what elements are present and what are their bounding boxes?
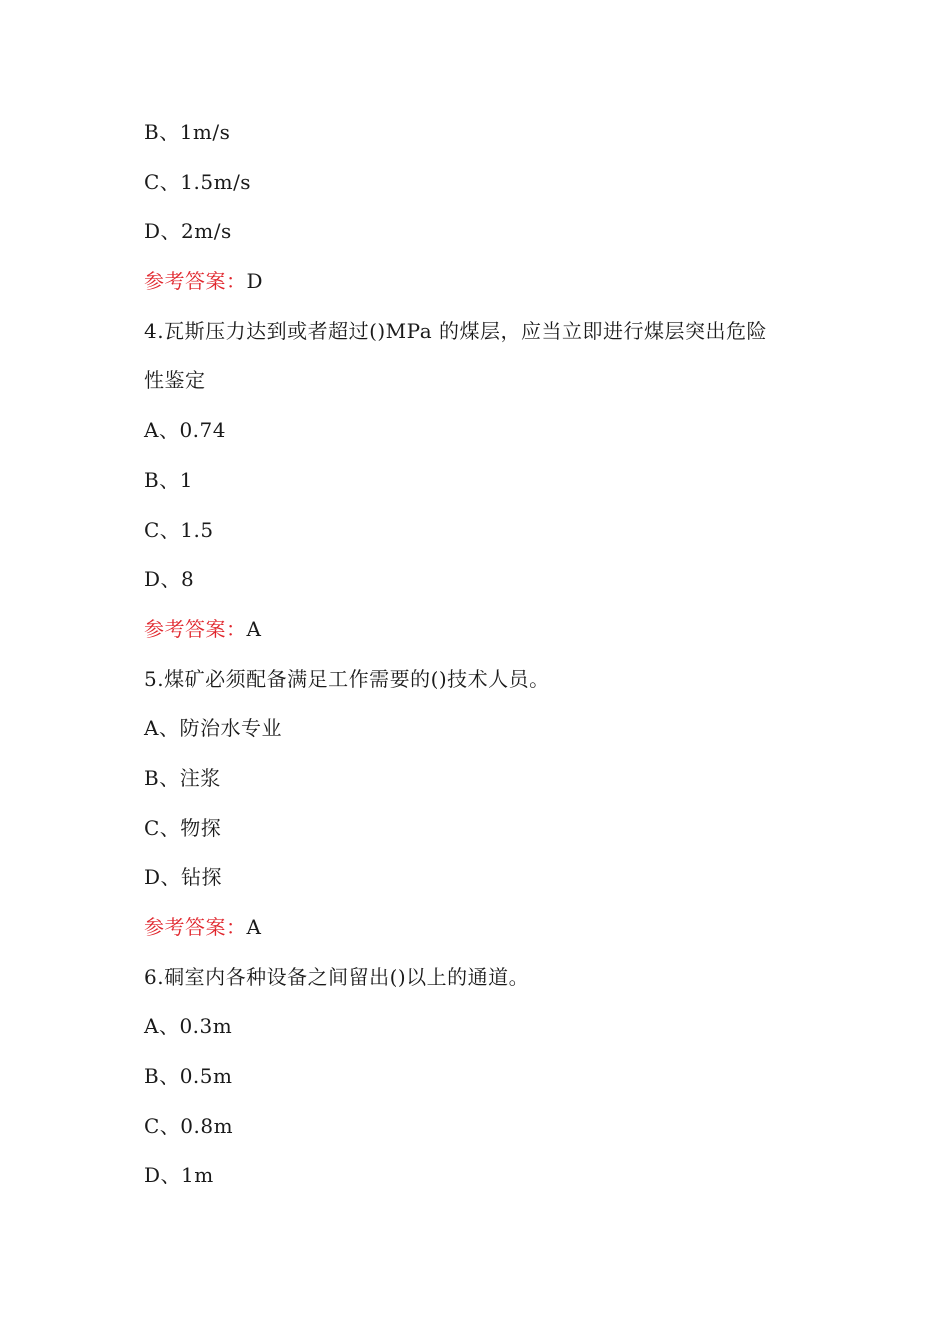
document-body bbox=[144, 108, 824, 1201]
option-a: A、防治水专业 bbox=[144, 716, 282, 741]
option-d: D、钻探 bbox=[144, 865, 223, 890]
option-d: D、2m/s bbox=[144, 219, 232, 244]
answer-line bbox=[144, 605, 824, 655]
option-d: D、8 bbox=[144, 567, 195, 592]
option-c: C、0.8m bbox=[144, 1113, 234, 1138]
answer-value: D bbox=[246, 269, 264, 294]
answer-line bbox=[144, 257, 824, 307]
option-c: C、1.5 bbox=[144, 517, 214, 542]
option-c: C、1.5m/s bbox=[144, 169, 252, 194]
option-b: B、1 bbox=[144, 467, 193, 492]
option-b: B、1m/s bbox=[144, 120, 231, 144]
answer-value: A bbox=[246, 616, 262, 641]
question-4-text: 4.瓦斯压力达到或者超过()MPa 的煤层，应当立即进行煤层突出危险 bbox=[144, 318, 768, 343]
answer-label: 参考答案： bbox=[144, 269, 247, 294]
question-5-text: 5.煤矿必须配备满足工作需要的()技术人员。 bbox=[144, 666, 550, 691]
option-a: A、0.3m bbox=[144, 1014, 233, 1039]
answer-value: A bbox=[246, 915, 262, 939]
option-b: B、0.5m bbox=[144, 1064, 233, 1089]
option-a: A、0.74 bbox=[144, 418, 226, 443]
option-c: C、物探 bbox=[144, 815, 222, 840]
answer-label: 参考答案： bbox=[144, 915, 247, 939]
question-6-text: 6.硐室内各种设备之间留出()以上的通道。 bbox=[144, 964, 530, 989]
answer-label: 参考答案： bbox=[144, 616, 247, 641]
answer-line bbox=[144, 903, 824, 953]
option-b: B、注浆 bbox=[144, 765, 221, 790]
question-4-text-cont: 性鉴定 bbox=[144, 368, 206, 393]
option-d: D、1m bbox=[144, 1163, 214, 1188]
